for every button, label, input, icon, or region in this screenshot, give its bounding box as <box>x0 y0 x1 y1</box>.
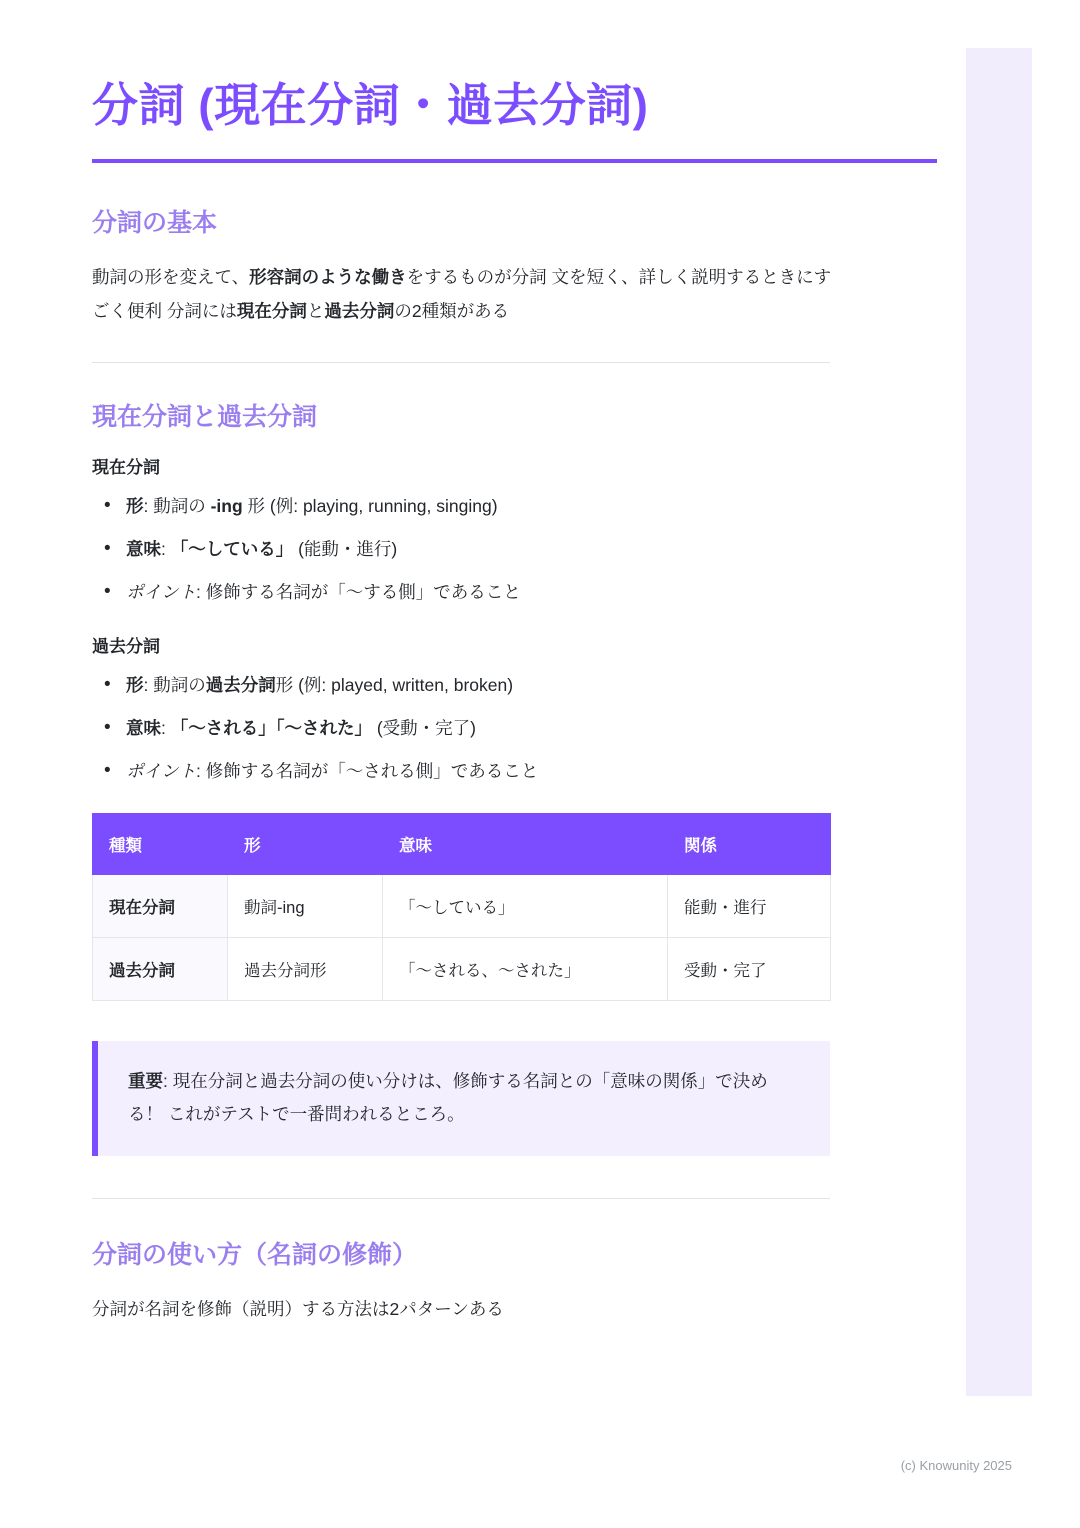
text-run: (受動・完了) <box>371 718 477 739</box>
text-run: : 修飾する名詞が「〜する側」であること <box>196 582 521 603</box>
text-run: の2種類がある <box>394 300 510 321</box>
table-header-row <box>93 814 831 875</box>
text-run-bold: 意味 <box>126 539 161 560</box>
text-run-bold: 過去分詞 <box>324 300 395 321</box>
list-item <box>92 578 988 606</box>
section-divider <box>92 362 830 363</box>
text-run-bold: 意味 <box>126 718 161 739</box>
list-item <box>92 671 988 699</box>
callout-text: : 現在分詞と過去分詞の使い分けは、修飾する名詞との「意味の関係」で決める！ これがテストで一番問われるところ。 <box>128 1071 768 1124</box>
text-run: : 動詞の <box>143 675 206 696</box>
table-cell: 現在分詞 <box>93 875 228 938</box>
present-participle-list <box>92 492 988 606</box>
text-run-bold: 現在分詞 <box>236 300 307 321</box>
section-heading-basics: 分詞の基本 <box>92 209 218 238</box>
table-cell: 能動・進行 <box>668 875 831 938</box>
past-participle-list <box>92 671 988 785</box>
list-item <box>92 757 988 785</box>
text-run: をするものが分詞 文を短く、詳しく説明するときにすごく便利 分詞には <box>92 266 832 321</box>
table-cell: 受動・完了 <box>668 938 831 1001</box>
table-header-cell: 形 <box>228 814 383 875</box>
text-run-bold: -ing <box>210 496 243 517</box>
list-item <box>92 492 988 520</box>
table-cell: 過去分詞形 <box>228 938 383 1001</box>
text-run-bold: 過去分詞 <box>205 675 276 696</box>
text-run: (能動・進行) <box>293 539 398 560</box>
callout-label: 重要 <box>128 1071 163 1092</box>
title-underline <box>92 159 937 163</box>
list-item <box>92 714 988 742</box>
table-cell: 「〜している」 <box>383 875 668 938</box>
participle-comparison-table <box>92 813 831 1001</box>
text-run: : 動詞の <box>143 496 211 517</box>
text-run-bold: 形容詞のような働き <box>249 266 407 287</box>
table-cell: 「〜される、〜された」 <box>383 938 668 1001</box>
section-divider <box>92 1198 830 1199</box>
text-run: : <box>161 718 171 739</box>
text-run: 形 (例: playing, running, singing) <box>242 496 498 517</box>
text-run-bold: 「〜している」 <box>170 539 294 560</box>
usage-paragraph: 分詞が名詞を修飾（説明）する方法は2パターンある <box>92 1298 504 1319</box>
text-run: : <box>161 539 171 560</box>
table-cell: 動詞-ing <box>228 875 383 938</box>
subheading-present-participle: 現在分詞 <box>92 458 160 478</box>
table-header-cell: 種類 <box>93 814 228 875</box>
important-callout <box>92 1041 830 1156</box>
copyright-footnote: (c) Knowunity 2025 <box>900 1458 1012 1473</box>
text-run: : 修飾する名詞が「〜される側」であること <box>196 761 539 782</box>
text-run-italic: ポイント <box>126 582 196 603</box>
table-header-cell: 関係 <box>668 814 831 875</box>
subheading-past-participle: 過去分詞 <box>92 637 160 657</box>
section-heading-types: 現在分詞と過去分詞 <box>92 402 318 431</box>
basics-paragraph <box>92 260 832 328</box>
table-cell: 過去分詞 <box>93 938 228 1001</box>
text-run-bold: 形 <box>126 496 144 517</box>
table-row <box>93 938 831 1001</box>
page-title: 分詞 (現在分詞・過去分詞) <box>92 79 649 131</box>
text-run: 動詞の形を変えて、 <box>92 266 250 287</box>
text-run: 形 (例: played, written, broken) <box>275 675 514 696</box>
table-header-cell: 意味 <box>383 814 668 875</box>
table-row <box>93 875 831 938</box>
list-item <box>92 535 988 563</box>
text-run-italic: ポイント <box>126 761 196 782</box>
text-run-bold: 形 <box>126 675 144 696</box>
text-run-bold: 「〜される」「〜された」 <box>170 718 372 739</box>
text-run: と <box>306 300 325 321</box>
section-heading-usage: 分詞の使い方（名詞の修飾） <box>92 1241 418 1270</box>
